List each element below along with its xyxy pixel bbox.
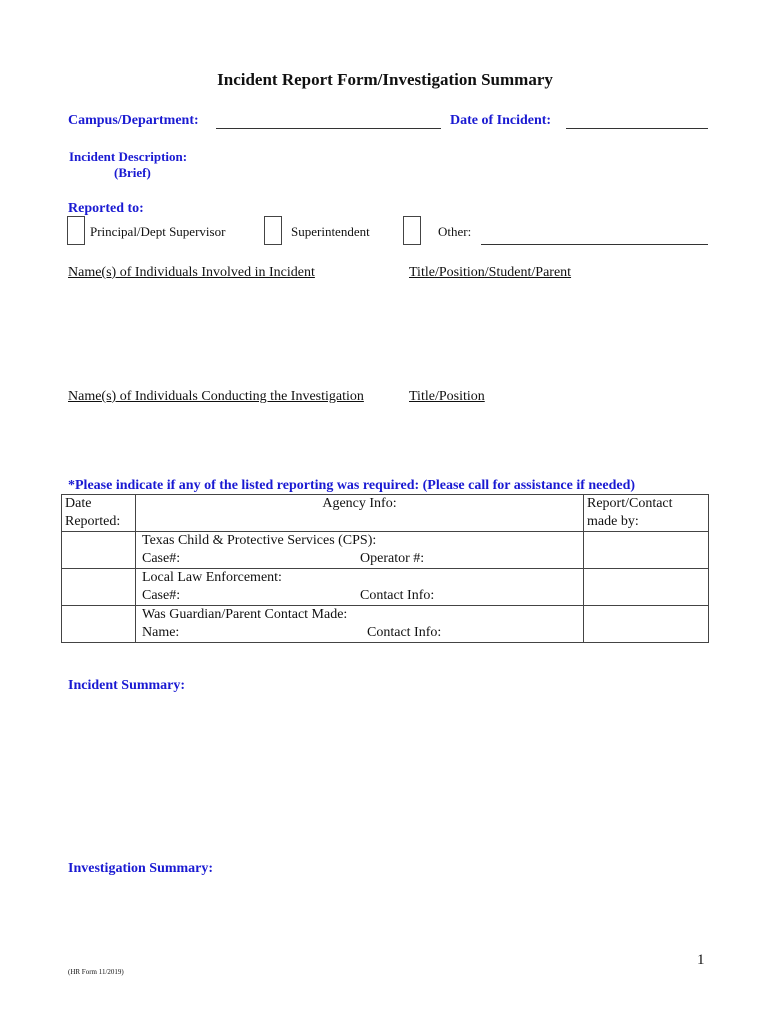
- reporting-note: *Please indicate if any of the listed reporting was required: (Please call for assistance if needed): [68, 478, 636, 493]
- campus-field[interactable]: [216, 128, 441, 129]
- date-label: Date of Incident:: [450, 113, 552, 128]
- agency-right: Operator #:: [360, 551, 425, 566]
- agency-cell: [136, 569, 584, 606]
- date-cell[interactable]: [62, 606, 136, 643]
- date-cell[interactable]: [62, 569, 136, 606]
- other-field[interactable]: [481, 244, 708, 245]
- header-by-line2: made by:: [587, 514, 639, 529]
- table-header-row: [62, 495, 709, 532]
- checkbox-principal[interactable]: [67, 216, 85, 245]
- description-label: Incident Description:: [69, 149, 188, 164]
- agency-left: Case#:: [142, 551, 181, 566]
- involved-title-heading: Title/Position/Student/Parent: [409, 265, 572, 280]
- table-row: [62, 569, 709, 606]
- header-date-line1: Date: [65, 496, 92, 511]
- by-cell[interactable]: [584, 532, 709, 569]
- option-principal: Principal/Dept Supervisor: [90, 224, 226, 239]
- by-cell[interactable]: [584, 569, 709, 606]
- agency-cell: [136, 532, 584, 569]
- investigators-title-heading: Title/Position: [409, 389, 485, 404]
- table-row: [62, 532, 709, 569]
- agency-right: Contact Info:: [360, 588, 435, 603]
- date-cell[interactable]: [62, 532, 136, 569]
- incident-summary-heading: Incident Summary:: [68, 678, 186, 693]
- option-other: Other:: [438, 224, 472, 239]
- by-cell[interactable]: [584, 606, 709, 643]
- investigation-summary-heading: Investigation Summary:: [68, 861, 214, 876]
- header-date: [62, 495, 136, 532]
- agency-left: Case#:: [142, 588, 181, 603]
- page-title: Incident Report Form/Investigation Summary: [217, 70, 553, 89]
- reporting-table: [61, 494, 709, 643]
- agency-name: Was Guardian/Parent Contact Made:: [142, 607, 348, 622]
- header-agency: Agency Info:: [136, 495, 584, 532]
- campus-label: Campus/Department:: [68, 113, 199, 128]
- header-by: [584, 495, 709, 532]
- option-superintendent: Superintendent: [291, 224, 370, 239]
- agency-left: Name:: [142, 625, 180, 640]
- agency-name: Texas Child & Protective Services (CPS):: [142, 533, 377, 548]
- header-date-line2: Reported:: [65, 514, 121, 529]
- description-sub: (Brief): [114, 165, 151, 180]
- date-field[interactable]: [566, 128, 708, 129]
- table-row: [62, 606, 709, 643]
- header-by-line1: Report/Contact: [587, 496, 673, 511]
- page-number: 1: [697, 952, 705, 968]
- footer-form-id: (HR Form 11/2019): [68, 968, 124, 976]
- checkbox-superintendent[interactable]: [264, 216, 282, 245]
- checkbox-other[interactable]: [403, 216, 421, 245]
- investigators-heading: Name(s) of Individuals Conducting the Investigation: [68, 389, 364, 404]
- agency-cell: [136, 606, 584, 643]
- reported-to-label: Reported to:: [68, 201, 144, 216]
- involved-names-heading: Name(s) of Individuals Involved in Incident: [68, 265, 315, 280]
- agency-name: Local Law Enforcement:: [142, 570, 282, 585]
- agency-right: Contact Info:: [367, 625, 442, 640]
